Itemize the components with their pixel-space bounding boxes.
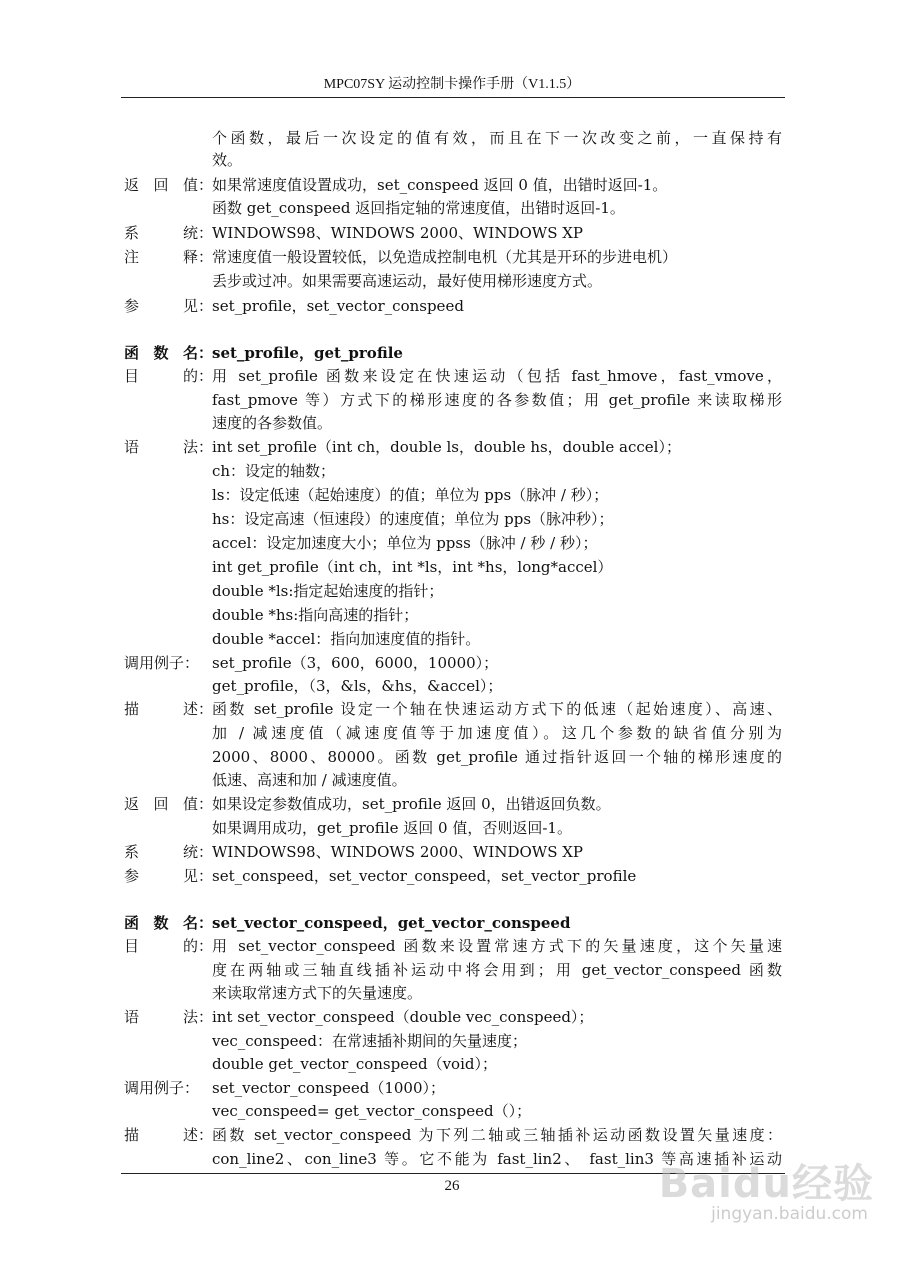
body-line: int set_profile（int ch，double ls，double hs，double accel）；	[212, 438, 681, 456]
body-line: double get_vector_conspeed（void）；	[212, 1055, 497, 1073]
body-line: int get_profile（int ch，int *ls，int *hs，long*accel）	[212, 558, 613, 576]
body-line: 如果调用成功，get_profile 返回 0 值，否则返回-1。	[212, 819, 572, 837]
body-line: set_conspeed，set_vector_conspeed，set_vector_profile	[212, 867, 637, 885]
body-line: 丢步或过冲。如果需要高速运动，最好使用梯形速度方式。	[212, 272, 603, 290]
body-line: fast_pmove 等）方式下的梯形速度的各参数值；用 get_profile 来读取梯形	[212, 391, 782, 409]
function-title: set_profile，get_profile	[212, 344, 403, 362]
body-line: 度在两轴或三轴直线插补运动中将会用到；用 get_vector_conspeed 函数	[212, 961, 782, 979]
field-label: 调用例子：	[124, 1079, 200, 1097]
field-label: 系统：	[124, 224, 214, 242]
body-line: hs：设定高速（恒速段）的速度值；单位为 pps（脉冲秒）；	[212, 510, 614, 528]
body-line: 加 / 减速度值（减速度值等于加速度值）。这几个参数的缺省值分别为	[212, 724, 782, 742]
body-line: 函数 set_profile 设定一个轴在快速运动方式下的低速（起始速度）、高速、	[212, 700, 782, 718]
body-line: WINDOWS98、WINDOWS 2000、WINDOWS XP	[212, 224, 584, 242]
field-label: 函数名：	[124, 344, 214, 362]
body-line: set_vector_conspeed（1000）；	[212, 1079, 446, 1097]
body-line: WINDOWS98、WINDOWS 2000、WINDOWS XP	[212, 843, 584, 861]
field-label: 描述：	[124, 1126, 214, 1144]
body-line: 如果设定参数值成功，set_profile 返回 0，出错返回负数。	[212, 795, 611, 813]
field-label: 调用例子：	[124, 654, 200, 672]
field-label: 描述：	[124, 700, 214, 718]
function-title: set_vector_conspeed，get_vector_conspeed	[212, 914, 571, 932]
body-line: 用 set_vector_conspeed 函数来设置常速方式下的矢量速度，这个矢量速	[212, 937, 782, 955]
body-line: vec_conspeed= get_vector_conspeed（）；	[212, 1102, 532, 1120]
body-line: 来读取常速方式下的矢量速度。	[212, 984, 423, 1002]
field-label: 语法：	[124, 438, 214, 456]
field-label: 注释：	[124, 248, 214, 266]
body-line: double *accel：指向加速度值的指针。	[212, 630, 481, 648]
body-line: 函数 set_vector_conspeed 为下列二轴或三轴插补运动函数设置矢量速度：	[212, 1126, 782, 1144]
body-line: double *ls:指定起始速度的指针；	[212, 582, 444, 600]
body-line: ls：设定低速（起始速度）的值；单位为 pps（脉冲 / 秒）；	[212, 486, 609, 504]
body-line: 如果常速度值设置成功，set_conspeed 返回 0 值，出错时返回-1。	[212, 176, 668, 194]
field-label: 语法：	[124, 1008, 214, 1026]
body-line: set_profile，set_vector_conspeed	[212, 297, 464, 315]
body-line: vec_conspeed：在常速插补期间的矢量速度；	[212, 1032, 528, 1050]
field-label: 返回值：	[124, 795, 214, 813]
body-line: 低速、高速和加 / 减速度值。	[212, 771, 407, 789]
page-number: 26	[444, 1178, 460, 1194]
body-line: set_profile（3，600，6000，10000）；	[212, 654, 499, 672]
field-label: 系统：	[124, 843, 214, 861]
body-line: ch：设定的轴数；	[212, 462, 336, 480]
field-label: 函数名：	[124, 914, 214, 932]
field-label: 参见：	[124, 297, 214, 315]
field-label: 目的：	[124, 937, 214, 955]
field-label: 参见：	[124, 867, 214, 885]
watermark-url: jingyan.baidu.com	[711, 1204, 868, 1224]
body-line: accel：设定加速度大小；单位为 ppss（脉冲 / 秒 / 秒）；	[212, 534, 598, 552]
field-label: 返回值：	[124, 176, 214, 194]
body-line: 函数 get_conspeed 返回指定轴的常速度值，出错时返回-1。	[212, 199, 625, 217]
watermark-brand: Baidu经验	[658, 1161, 874, 1207]
body-line: get_profile，（3，&ls，&hs，&accel）；	[212, 677, 503, 695]
body-line: 2000、8000、80000。函数 get_profile 通过指针返回一个轴的梯形速度的	[212, 748, 782, 766]
running-header: MPC07SY 运动控制卡操作手册（V1.1.5）	[323, 77, 581, 92]
footer-rule	[121, 1173, 785, 1174]
body-line: con_line2、con_line3 等。它不能为 fast_lin2、 fast_lin3 等高速插补运动	[212, 1150, 782, 1168]
body-line: 常速度值一般设置较低，以免造成控制电机（尤其是开环的步进电机）	[212, 248, 678, 266]
body-line: double *hs:指向高速的指针；	[212, 606, 419, 624]
body-line: 速度的各参数值。	[212, 414, 333, 432]
body-line: 效。	[212, 151, 243, 169]
body-line: 个函数，最后一次设定的值有效，而且在下一次改变之前，一直保持有	[212, 129, 782, 147]
field-label: 目的：	[124, 367, 214, 385]
body-line: 用 set_profile 函数来设定在快速运动（包括 fast_hmove，fast_vmove，	[212, 367, 782, 385]
body-line: int set_vector_conspeed（double vec_conspeed）；	[212, 1008, 594, 1026]
